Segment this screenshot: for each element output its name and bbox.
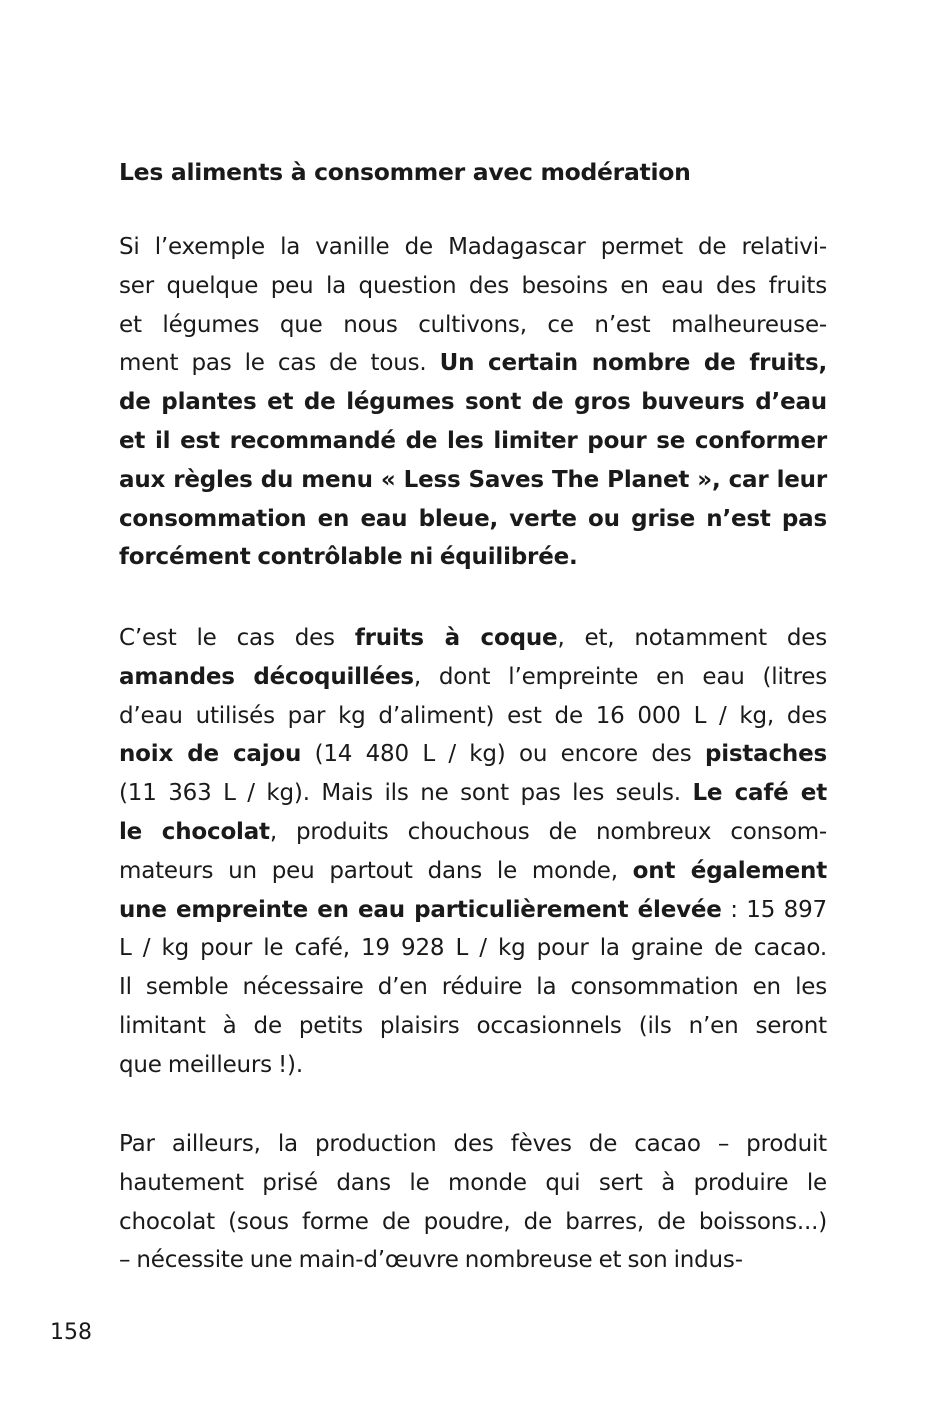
text-line (119, 306, 827, 345)
text-run: C’est le cas des (119, 625, 355, 651)
text-run: – nécessite une main-d’œuvre nombreuse et son indus- (119, 1247, 743, 1274)
text-line (119, 813, 827, 852)
text-run: Si l’exemple la vanille de Madagascar permet de relativi- (119, 234, 827, 260)
text-run: mateurs un peu partout dans le monde, (119, 857, 633, 884)
bold-text: aux règles du menu « Less Saves The Planet », car leur (119, 466, 827, 493)
text-run: ment pas le cas de tous. (119, 350, 440, 377)
text-line (119, 658, 827, 697)
text-run: Il semble nécessaire d’en réduire la consommation en les (119, 974, 827, 1001)
bold-text: une empreinte en eau particulièrement élevée (119, 896, 722, 923)
text-line (119, 461, 827, 500)
text-line (119, 968, 827, 1007)
text-line (119, 1007, 827, 1046)
bold-text: de plantes et de légumes sont de gros buveurs d’eau (119, 389, 827, 416)
bold-text: consommation en eau bleue, verte ou grise n’est pas (119, 505, 827, 532)
text-line (119, 1241, 827, 1280)
text-line (119, 891, 827, 930)
text-run: , produits chouchous de nombreux consom- (269, 818, 827, 845)
bold-text: le chocolat (119, 818, 270, 845)
text-line (119, 267, 827, 306)
bold-text: fruits à coque (354, 625, 558, 651)
text-run: ser quelque peu la question des besoins en eau des fruits (119, 272, 827, 299)
text-line (119, 697, 827, 736)
text-run: , dont l’empreinte en eau (litres (413, 663, 827, 690)
text-run: que meilleurs !). (119, 1051, 303, 1078)
text-line (119, 735, 827, 774)
paragraph-2 (119, 619, 827, 1085)
text-line (119, 1046, 827, 1085)
text-line (119, 383, 827, 422)
text-line (119, 344, 827, 383)
bold-text: Le café et (692, 780, 828, 807)
bold-text: amandes décoquillées (119, 663, 414, 690)
section-heading: Les aliments à consommer avec modération (119, 158, 691, 186)
paragraph-1 (119, 228, 827, 577)
bold-text: Un certain nombre de fruits, (439, 350, 828, 377)
text-line (119, 774, 827, 813)
text-run: et légumes que nous cultivons, ce n’est malheureuse- (119, 311, 827, 338)
text-run: d’eau utilisés par kg d’aliment) est de 16 000 L / kg, des (119, 702, 827, 729)
text-run: Par ailleurs, la production des fèves de cacao – produit (119, 1131, 827, 1157)
bold-text: forcément contrôlable ni équilibrée. (119, 544, 578, 571)
page-number: 158 (50, 1320, 92, 1345)
text-line (119, 619, 827, 658)
text-line (119, 422, 827, 461)
text-run: limitant à de petits plaisirs occasionnels (ils n’en seront (119, 1012, 827, 1039)
text-run: hautement prisé dans le monde qui sert à produire le (119, 1169, 827, 1196)
text-line (119, 1125, 827, 1164)
text-run: chocolat (sous forme de poudre, de barres, de boissons...) (119, 1208, 827, 1235)
paragraph-3 (119, 1125, 827, 1280)
bold-text: ont également (632, 857, 827, 884)
text-line (119, 228, 827, 267)
bold-text: et il est recommandé de les limiter pour se conformer (119, 427, 827, 454)
text-run: (11 363 L / kg). Mais ils ne sont pas les seuls. (119, 780, 693, 807)
text-line (119, 1203, 827, 1242)
text-run: : 15 897 (721, 896, 827, 923)
text-line (119, 929, 827, 968)
text-line (119, 852, 827, 891)
bold-text: pistaches (704, 741, 827, 768)
text-run: (14 480 L / kg) ou encore des (301, 741, 705, 768)
text-line (119, 538, 827, 577)
text-line (119, 1164, 827, 1203)
text-run: L / kg pour le café, 19 928 L / kg pour la graine de cacao. (119, 935, 827, 962)
text-run: , et, notamment des (557, 625, 827, 651)
bold-text: noix de cajou (119, 741, 302, 768)
text-line (119, 500, 827, 539)
